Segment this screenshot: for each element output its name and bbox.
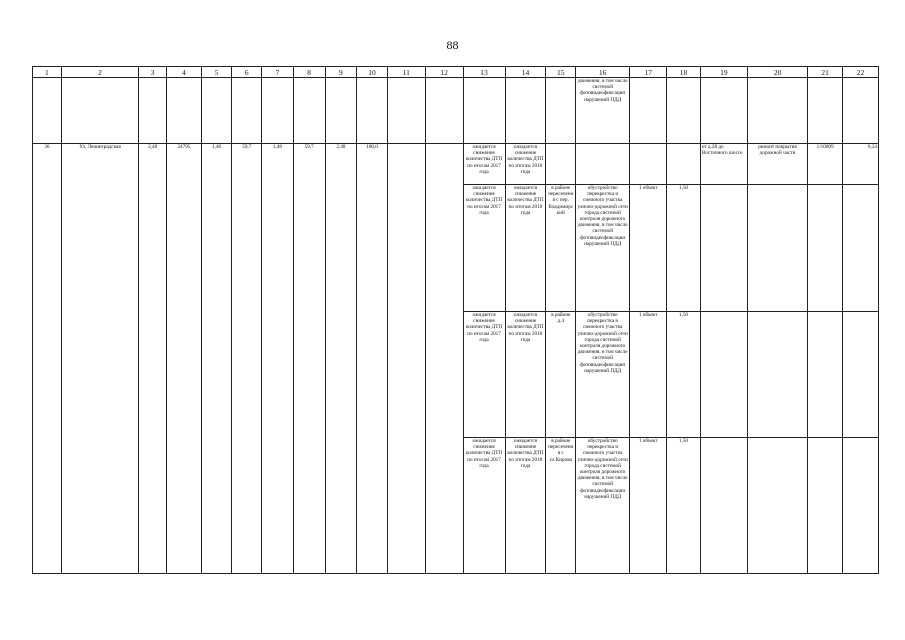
col-number: 10 bbox=[357, 67, 388, 78]
col-number: 19 bbox=[700, 67, 747, 78]
cell bbox=[425, 144, 463, 574]
col-number: 17 bbox=[630, 67, 667, 78]
col-number: 16 bbox=[576, 67, 630, 78]
cell: 1/10009 bbox=[808, 144, 843, 185]
col-number: 8 bbox=[293, 67, 325, 78]
col-number: 11 bbox=[387, 67, 425, 78]
row-number: 36 bbox=[33, 144, 62, 574]
cell: 24795 bbox=[166, 144, 201, 574]
cell: ремонт покрытия дорожной части bbox=[747, 144, 807, 185]
cell: 1,50 bbox=[667, 185, 701, 312]
col-number: 22 bbox=[843, 67, 879, 78]
cell: обустройство перекрестка и смежного участка улично-дорожной сети города системой контроля дорожного движения, в том числе системой фотовидеофиксации нарушений ПДД bbox=[576, 312, 630, 438]
page-number: 88 bbox=[446, 38, 459, 52]
cell: 100,0 bbox=[357, 144, 388, 574]
cell: 0,24 bbox=[843, 144, 879, 185]
col-number: 6 bbox=[232, 67, 262, 78]
cell: ожидается снижение количества ДТП по итогам 2017 года bbox=[463, 438, 505, 574]
cell: в районе пересечения с пер. Владимирский bbox=[546, 185, 576, 312]
cell: 1,50 bbox=[667, 438, 701, 574]
cell: обустройство перекрестка и смежного участка улично-дорожной сети города системой контроля дорожного движения, в том числе системой фотовидеофиксации нарушений ПДД bbox=[576, 185, 630, 312]
cell: 1,48 bbox=[262, 144, 294, 574]
table-row bbox=[33, 144, 879, 185]
col-number: 21 bbox=[808, 67, 843, 78]
col-number: 14 bbox=[505, 67, 546, 78]
cell: ожидается снижение количества ДТП по итогам 2018 года bbox=[505, 144, 546, 185]
col-number: 7 bbox=[262, 67, 294, 78]
cell: обустройство перекрестка и смежного участка улично-дорожной сети города системой контроля дорожного движения, в том числе системой фотовидеофиксации нарушений ПДД bbox=[576, 438, 630, 574]
col-number: 12 bbox=[425, 67, 463, 78]
street-name: Ул. Ленинградская bbox=[61, 144, 139, 574]
cell: от д.28 до Восточного шоссе bbox=[700, 144, 747, 185]
cell: ожидается снижение количества ДТП по итогам 2017 года bbox=[463, 144, 505, 185]
cell: ожидается снижение количества ДТП по итогам 2017 года bbox=[463, 312, 505, 438]
col-number: 2 bbox=[61, 67, 139, 78]
cell: 1,46 bbox=[201, 144, 232, 574]
cell: 59,7 bbox=[293, 144, 325, 574]
col-number: 4 bbox=[166, 67, 201, 78]
header-row bbox=[33, 67, 879, 78]
col-number: 18 bbox=[667, 67, 701, 78]
cell: ожидается снижение количества ДТП по итогам 2017 года bbox=[463, 185, 505, 312]
col-number: 20 bbox=[747, 67, 807, 78]
col-number: 15 bbox=[546, 67, 576, 78]
data-table bbox=[32, 66, 879, 574]
col-number: 5 bbox=[201, 67, 232, 78]
col-number: 3 bbox=[139, 67, 167, 78]
cell bbox=[387, 144, 425, 574]
cell: ожидается снижение количества ДТП по итогам 2018 года bbox=[505, 312, 546, 438]
col-number: 13 bbox=[463, 67, 505, 78]
cell: ожидается снижение количества ДТП по итогам 2018 года bbox=[505, 185, 546, 312]
cell: 1 объект bbox=[630, 438, 667, 574]
continuation-row bbox=[33, 78, 879, 144]
cell: 2,48 bbox=[139, 144, 167, 574]
continuation-cell: движения, в том числе системой фотовидеофиксации нарушений ПДД bbox=[576, 78, 630, 144]
cell: ожидается снижение количества ДТП по итогам 2018 года bbox=[505, 438, 546, 574]
col-number: 1 bbox=[33, 67, 62, 78]
cell: 1,50 bbox=[667, 312, 701, 438]
cell: 1 объект bbox=[630, 312, 667, 438]
col-number: 9 bbox=[325, 67, 357, 78]
cell: 1 объект bbox=[630, 185, 667, 312]
cell: в районе пересечения с ул.Кирова bbox=[546, 438, 576, 574]
cell: 2,48 bbox=[325, 144, 357, 574]
cell: 59,7 bbox=[232, 144, 262, 574]
cell: в районе д.4 bbox=[546, 312, 576, 438]
